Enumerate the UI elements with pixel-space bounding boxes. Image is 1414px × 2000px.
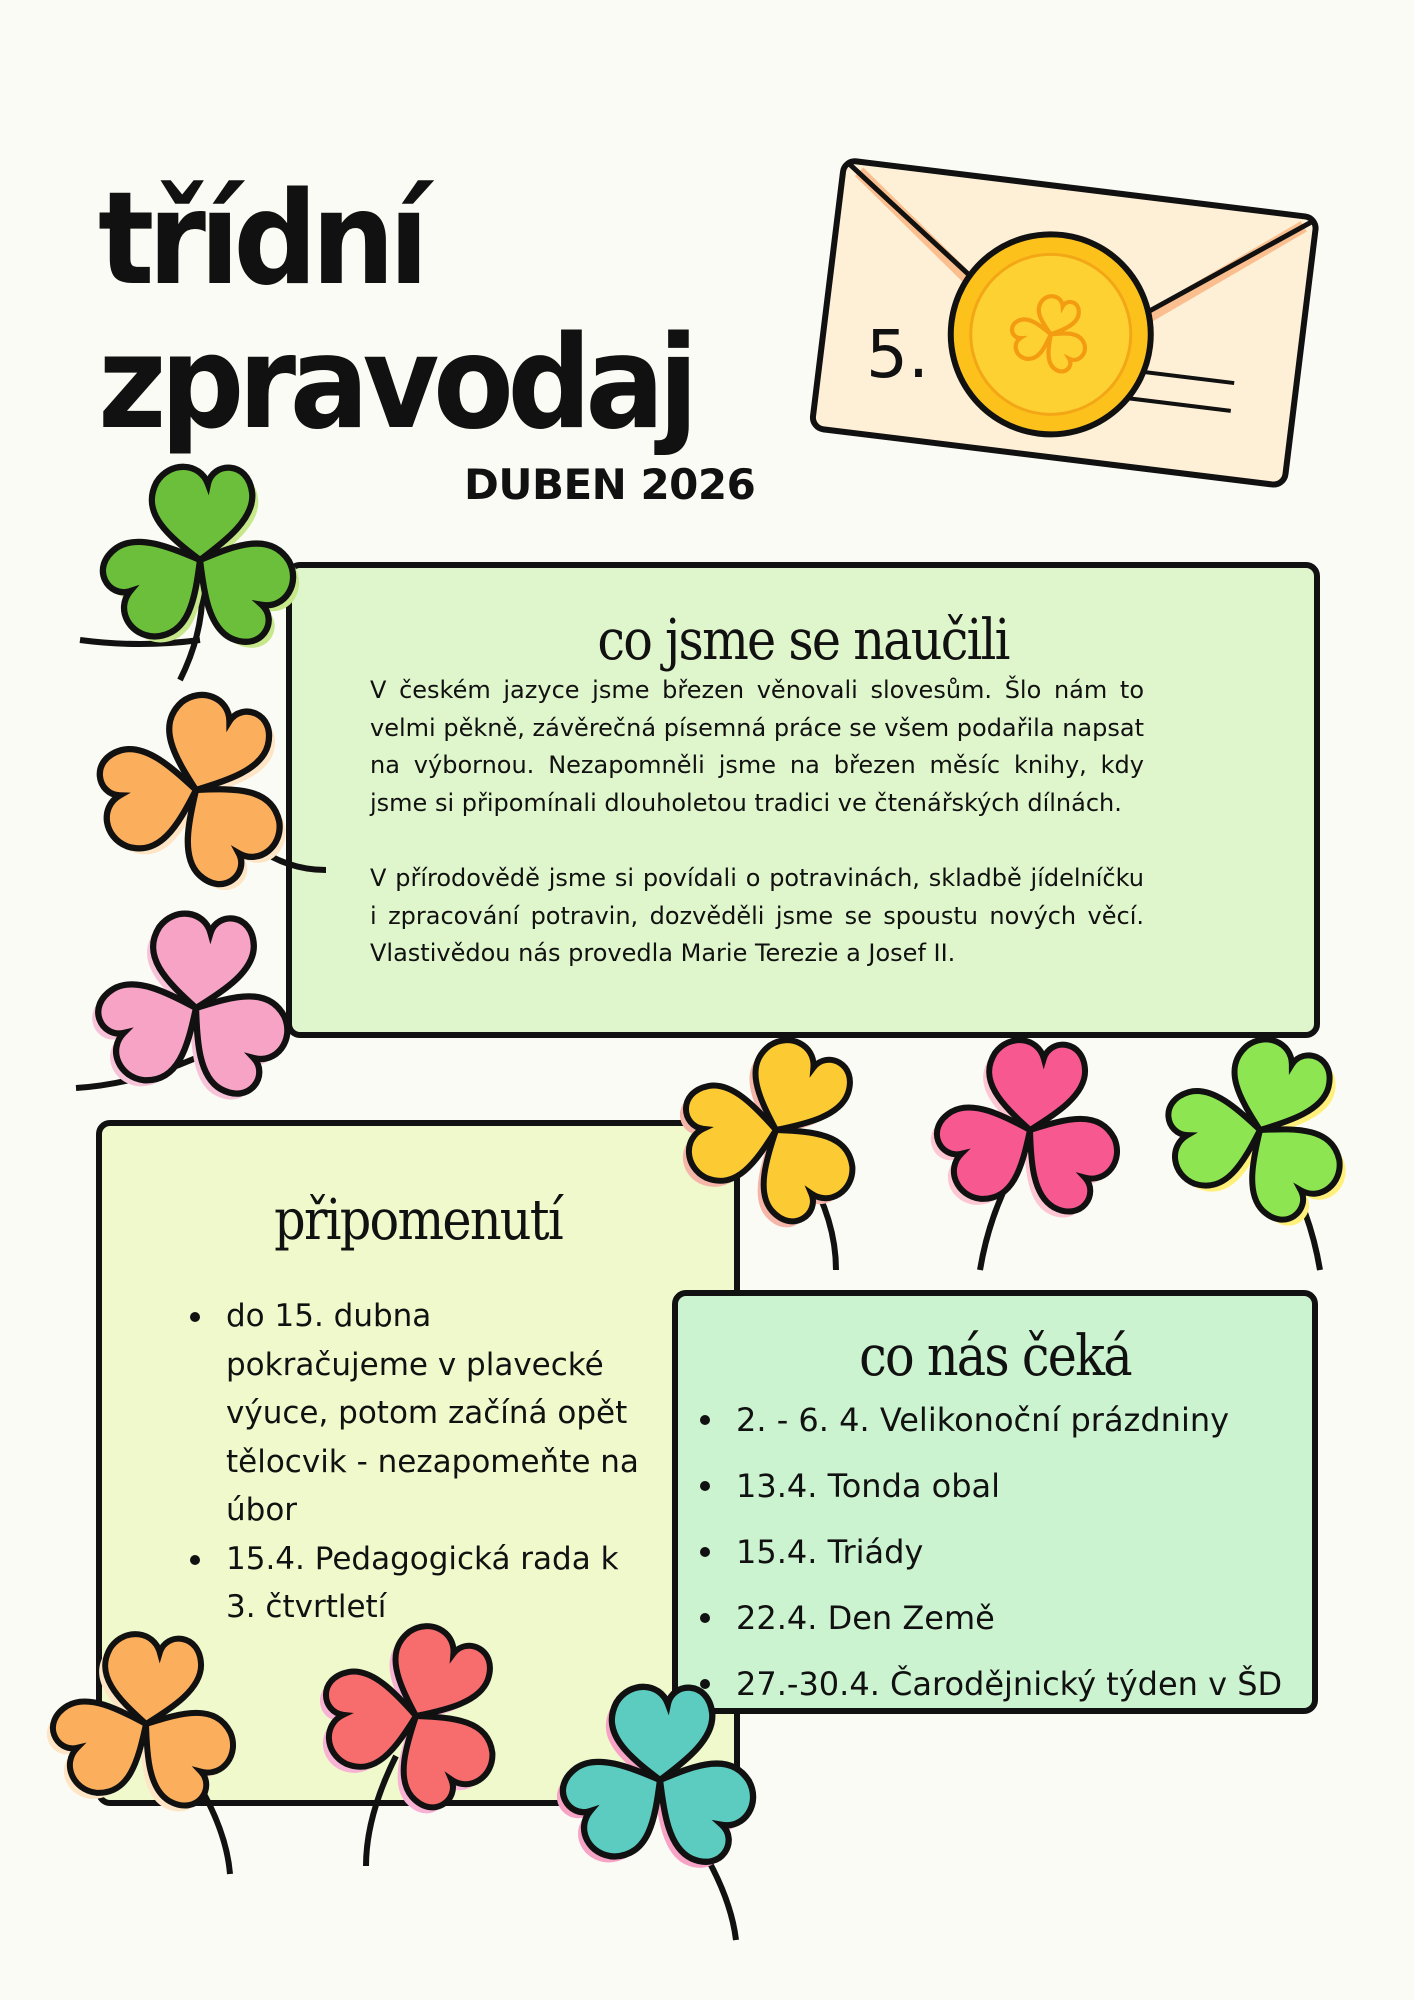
reminders-list [190,1292,640,1632]
reminders-heading: připomenutí [274,1188,562,1253]
list-item: do 15. dubna pokračujeme v plavecké výuce, potom začíná opět tělocvik - nezapomeňte na úbor [190,1292,640,1535]
clover-teal-icon [660,1780,661,1781]
clover-orange-bottom-icon [146,1724,147,1725]
learned-section [286,562,1320,1038]
learned-paragraph-1: V českém jazyce jsme březen věnovali slovesům. Šlo nám to velmi pěkně, závěrečná písemná práce se všem podařila napsat na výbornou. Nezapomněli jsme na březen měsíc knihy, kdy jsme si připomínali dlouholetou tradici ve čtenářských dílnách. [370,676,1144,817]
issue-month: DUBEN 2026 [464,460,756,509]
issue-number: 5. [866,316,929,393]
clover-coral-icon [416,1716,417,1717]
clover-green-icon [200,560,201,561]
upcoming-list [700,1396,1320,1726]
newsletter-title-line1: třídní [98,165,423,314]
list-item: 2. - 6. 4. Velikonoční prázdniny [700,1396,1320,1444]
upcoming-section [672,1290,1318,1714]
list-item: 15.4. Triády [700,1528,1320,1576]
list-item: 15.4. Pedagogická rada k 3. čtvrtletí [190,1535,640,1632]
clover-pink-icon [196,1008,197,1009]
list-item: 13.4. Tonda obal [700,1462,1320,1510]
upcoming-heading: co nás čeká [859,1324,1131,1389]
clover-lime-icon [1260,1130,1261,1131]
clover-orange-icon [196,790,197,791]
list-item: 27.-30.4. Čarodějnický týden v ŠD [700,1660,1320,1708]
clover-magenta-icon [1030,1130,1031,1131]
list-item: 22.4. Den Země [700,1594,1320,1642]
learned-heading: co jsme se naučili [597,608,1009,673]
learned-paragraph-2: V přírodovědě jsme si povídali o potravinách, skladbě jídelníčku i zpracování potravin, dozvěděli jsme se spoustu nových věcí. Vlastivědou nás provedla Marie Terezie a Josef II. [370,864,1144,967]
newsletter-title-line2: zpravodaj [98,309,693,458]
clover-yellow-icon [776,1130,777,1131]
